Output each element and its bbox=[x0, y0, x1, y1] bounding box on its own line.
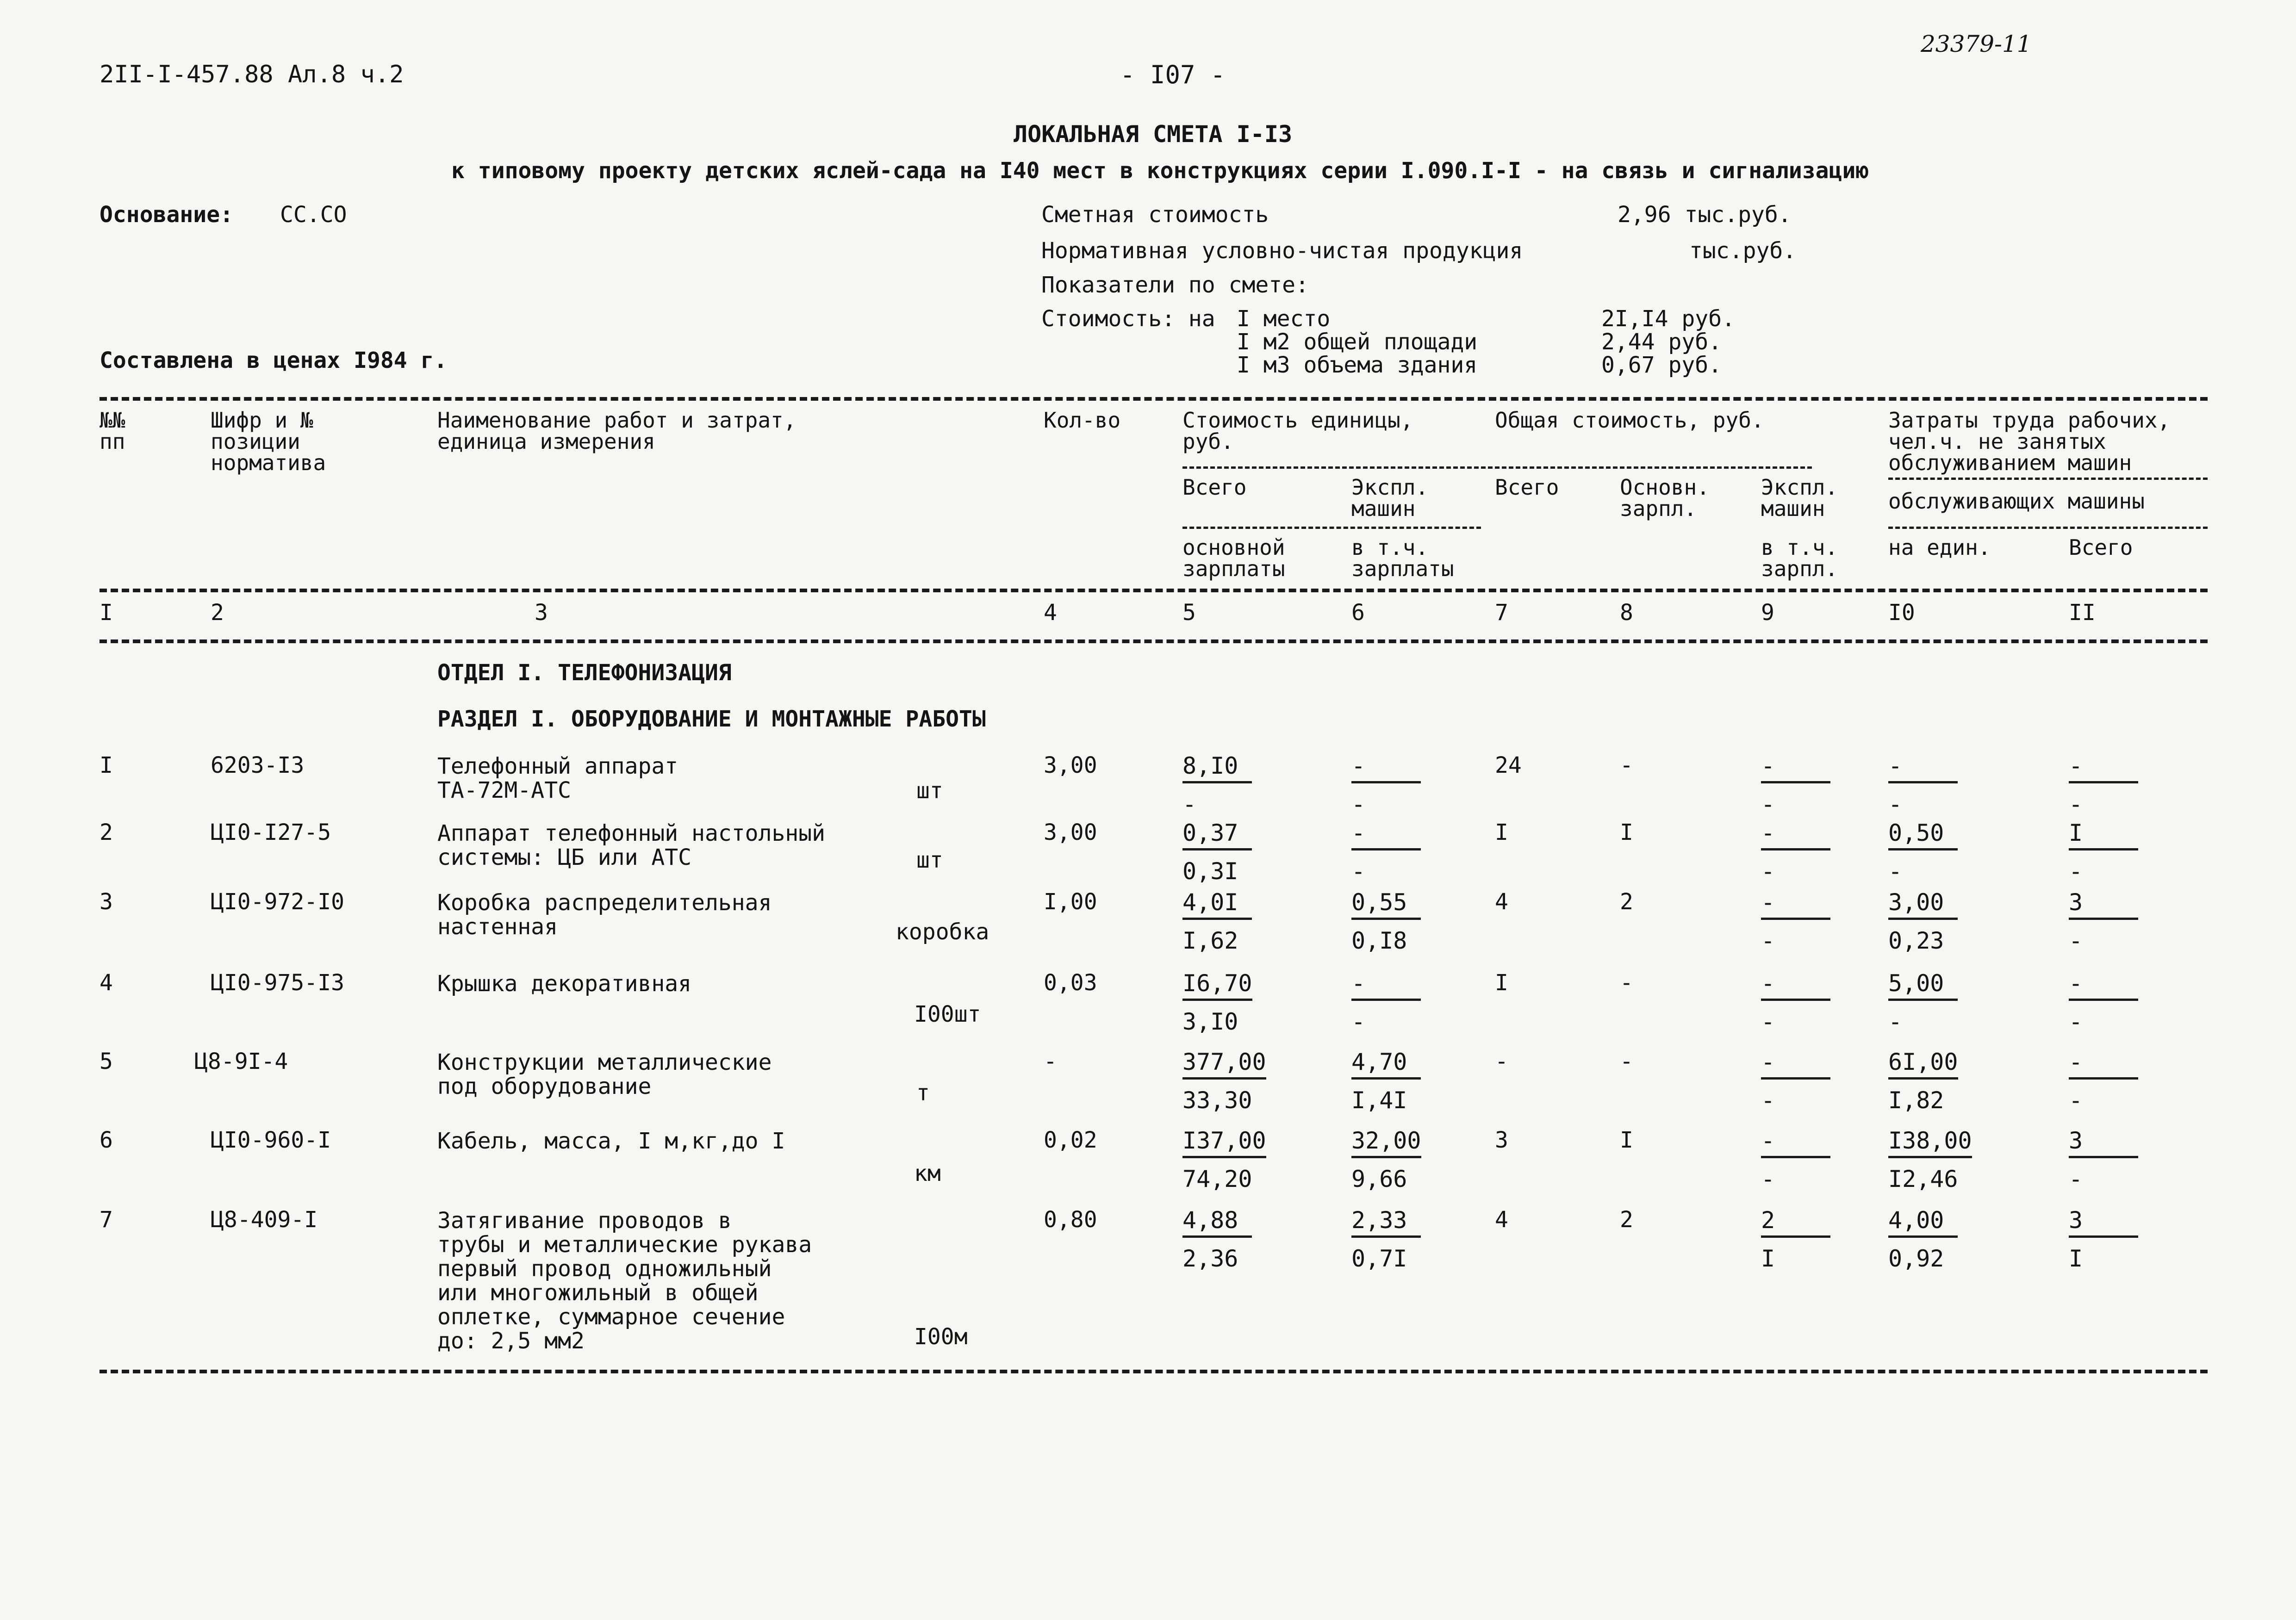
per-volume-label: I м3 объема здания bbox=[1237, 352, 1478, 378]
row-code: ЦI0-960-I bbox=[211, 1127, 331, 1153]
row-labor-total bbox=[2069, 754, 2157, 816]
machines: - bbox=[1761, 972, 1830, 1001]
unit-total: 4,0I bbox=[1182, 891, 1252, 920]
labor-total: - bbox=[2069, 754, 2138, 783]
row-labor-total bbox=[2069, 1050, 2157, 1112]
per-area-value: 2,44 руб. bbox=[1601, 329, 1722, 355]
col-header-number: №№ пп bbox=[100, 408, 125, 454]
col-number-10: I0 bbox=[1888, 600, 1915, 626]
unit-wages: 74,20 bbox=[1182, 1166, 1252, 1192]
machines: - bbox=[1761, 1050, 1830, 1080]
labor-total-machines: - bbox=[2069, 858, 2083, 885]
row-unit-cost bbox=[1182, 972, 1270, 1033]
row-unit: шт bbox=[916, 847, 943, 873]
col-number-4: 4 bbox=[1044, 600, 1057, 626]
row-base-wages: I bbox=[1620, 819, 1633, 845]
document-code: 2II-I-457.88 Ал.8 ч.2 bbox=[100, 61, 404, 88]
basis-value: СС.СО bbox=[280, 202, 347, 228]
row-qty: 3,00 bbox=[1044, 819, 1097, 845]
col-number-8: 8 bbox=[1620, 600, 1633, 626]
row-total: 4 bbox=[1495, 1207, 1508, 1233]
unit-wages: - bbox=[1182, 791, 1197, 818]
machine-wages: - bbox=[1761, 791, 1775, 818]
row-labor-total bbox=[2069, 891, 2157, 952]
col-header-code: Шифр и № позиции норматива bbox=[211, 408, 326, 475]
row-number: 3 bbox=[100, 889, 113, 915]
unit-total: 4,88 bbox=[1182, 1209, 1252, 1238]
row-labor-unit bbox=[1888, 891, 1976, 952]
row-base-wages: 2 bbox=[1620, 1207, 1633, 1233]
row-total: 4 bbox=[1495, 889, 1508, 915]
row-unit-cost bbox=[1182, 821, 1270, 883]
col-header-labor-total: Всего bbox=[2069, 535, 2133, 560]
col-number-11: II bbox=[2069, 600, 2096, 626]
row-code: ЦI0-I27-5 bbox=[211, 819, 331, 845]
row-unit-machines bbox=[1351, 754, 1439, 816]
labor-unit: 3,00 bbox=[1888, 891, 1958, 920]
row-unit-cost bbox=[1182, 1129, 1270, 1191]
row-code: ЦI0-972-I0 bbox=[211, 889, 344, 915]
row-name: Телефонный аппарат ТА-72М-АТС bbox=[437, 753, 678, 803]
col-header-qty: Кол-во bbox=[1044, 408, 1121, 433]
unit-total: 8,I0 bbox=[1182, 754, 1252, 783]
per-area-label: I м2 общей площади bbox=[1237, 329, 1478, 355]
unit-total: I37,00 bbox=[1182, 1129, 1266, 1158]
labor-total: 3 bbox=[2069, 891, 2138, 920]
labor-rule bbox=[1888, 478, 2208, 480]
unit-machine-wages: - bbox=[1351, 1008, 1366, 1035]
unit-machine-wages: I,4I bbox=[1351, 1087, 1407, 1114]
row-labor-total bbox=[2069, 1129, 2157, 1191]
row-qty: 0,02 bbox=[1044, 1127, 1097, 1153]
unit-total: 0,37 bbox=[1182, 821, 1252, 850]
row-labor-unit bbox=[1888, 1129, 1976, 1191]
labor-total-machines: - bbox=[2069, 1166, 2083, 1192]
labor-total: 3 bbox=[2069, 1209, 2138, 1238]
row-machines bbox=[1761, 1209, 1849, 1270]
col-header-machine-wages: в т.ч. зарпл. bbox=[1761, 535, 1838, 581]
row-labor-unit bbox=[1888, 972, 1976, 1033]
unit-wages: 2,36 bbox=[1182, 1245, 1238, 1272]
col-header-total: Всего bbox=[1495, 475, 1559, 500]
row-labor-total bbox=[2069, 821, 2157, 883]
row-total: I bbox=[1495, 819, 1508, 845]
col-header-total-cost: Общая стоимость, руб. bbox=[1495, 408, 1764, 433]
row-machines bbox=[1761, 1050, 1849, 1112]
labor-total: I bbox=[2069, 821, 2138, 850]
labor-total: - bbox=[2069, 972, 2138, 1001]
estimate-subtitle: к типовому проекту детских яслей-сада на I40 мест в конструкциях серии I.090.I-I - на связь и сигнализацию bbox=[451, 158, 1869, 184]
row-total: - bbox=[1495, 1049, 1508, 1074]
col-number-2: 2 bbox=[211, 600, 224, 626]
row-machines bbox=[1761, 754, 1849, 816]
row-unit-cost bbox=[1182, 1050, 1270, 1112]
row-base-wages: I bbox=[1620, 1127, 1633, 1153]
row-number: 7 bbox=[100, 1207, 113, 1233]
col-header-base-wages: Основн. зарпл. bbox=[1620, 475, 1710, 521]
unit-machine-wages: - bbox=[1351, 858, 1366, 885]
row-qty: 0,80 bbox=[1044, 1207, 1097, 1233]
unit-machine-wages: - bbox=[1351, 791, 1366, 818]
labor-total-machines: - bbox=[2069, 927, 2083, 954]
machines: - bbox=[1761, 891, 1830, 920]
per-place-label: I место bbox=[1237, 306, 1331, 332]
row-name: Аппарат телефонный настольный системы: ЦБ или АТС bbox=[437, 820, 826, 870]
row-base-wages: - bbox=[1620, 970, 1633, 996]
unit-total: I6,70 bbox=[1182, 972, 1252, 1001]
row-name: Конструкции металлические под оборудование bbox=[437, 1049, 772, 1099]
page-number: - I07 - bbox=[1120, 60, 1226, 89]
col-header-unit-machines: Экспл. машин bbox=[1351, 475, 1429, 521]
labor-total-machines: - bbox=[2069, 1008, 2083, 1035]
row-number: 5 bbox=[100, 1049, 113, 1074]
col-number-9: 9 bbox=[1761, 600, 1774, 626]
row-name: Кабель, масса, I м,кг,до I bbox=[437, 1128, 785, 1154]
basis-label: Основание: bbox=[100, 202, 233, 228]
row-unit-machines bbox=[1351, 891, 1439, 952]
row-labor-unit bbox=[1888, 1050, 1976, 1112]
row-unit: км bbox=[914, 1161, 941, 1186]
net-product-label: Нормативная условно-чистая продукция bbox=[1041, 238, 1523, 264]
row-qty: I,00 bbox=[1044, 889, 1097, 915]
labor-total: 3 bbox=[2069, 1129, 2138, 1158]
row-unit-machines bbox=[1351, 1050, 1439, 1112]
estimate-title: ЛОКАЛЬНАЯ СМЕТА I-I3 bbox=[1014, 121, 1293, 148]
unit-wages: 33,30 bbox=[1182, 1087, 1252, 1114]
archive-stamp: 23379-11 bbox=[1921, 31, 2032, 57]
row-qty: 0,03 bbox=[1044, 970, 1097, 996]
row-qty: - bbox=[1044, 1049, 1057, 1074]
labor-unit: I38,00 bbox=[1888, 1129, 1972, 1158]
row-code: 6203-I3 bbox=[211, 752, 305, 778]
row-name: Коробка распределительная настенная bbox=[437, 890, 772, 940]
row-qty: 3,00 bbox=[1044, 752, 1097, 778]
row-base-wages: - bbox=[1620, 752, 1633, 778]
unit-cost-rule bbox=[1182, 466, 1812, 469]
cost-per-label: Стоимость: на bbox=[1041, 306, 1215, 332]
unit-machines: 4,70 bbox=[1351, 1050, 1421, 1080]
machines: 2 bbox=[1761, 1209, 1830, 1238]
row-base-wages: - bbox=[1620, 1049, 1633, 1074]
labor-unit: 4,00 bbox=[1888, 1209, 1958, 1238]
compiled-prices: Составлена в ценах I984 г. bbox=[100, 348, 448, 373]
labor-total-machines: - bbox=[2069, 1087, 2083, 1114]
col-number-5: 5 bbox=[1182, 600, 1196, 626]
per-volume-value: 0,67 руб. bbox=[1601, 352, 1722, 378]
unit-subcol-rule bbox=[1182, 527, 1481, 529]
row-unit-cost bbox=[1182, 1209, 1270, 1270]
indicators-label: Показатели по смете: bbox=[1041, 272, 1309, 298]
machines: - bbox=[1761, 754, 1830, 783]
unit-machines: 0,55 bbox=[1351, 891, 1421, 920]
labor-unit-machines: - bbox=[1888, 858, 1903, 885]
per-place-value: 2I,I4 руб. bbox=[1601, 306, 1735, 332]
row-code: Ц8-9I-4 bbox=[194, 1049, 288, 1074]
estimated-cost-value: 2,96 тыс.руб. bbox=[1618, 202, 1792, 228]
machine-wages: - bbox=[1761, 1087, 1775, 1114]
row-unit-machines bbox=[1351, 1209, 1439, 1270]
labor-unit-machines: 0,92 bbox=[1888, 1245, 1944, 1272]
row-machines bbox=[1761, 1129, 1849, 1191]
labor-unit-machines: I2,46 bbox=[1888, 1166, 1958, 1192]
labor-unit-machines: - bbox=[1888, 1008, 1903, 1035]
row-labor-total bbox=[2069, 972, 2157, 1033]
row-total: I bbox=[1495, 970, 1508, 996]
row-labor-total bbox=[2069, 1209, 2157, 1270]
row-unit-cost bbox=[1182, 891, 1270, 952]
row-machines bbox=[1761, 891, 1849, 952]
labor-total-machines: - bbox=[2069, 791, 2083, 818]
col-header-unit-cost: Стоимость единицы, руб. bbox=[1182, 408, 1413, 454]
col-header-unit-machine-wages: в т.ч. зарплаты bbox=[1351, 535, 1454, 581]
unit-machines: - bbox=[1351, 972, 1421, 1001]
col-header-machines: Экспл. машин bbox=[1761, 475, 1838, 521]
labor-unit-machines: 0,23 bbox=[1888, 927, 1944, 954]
unit-machine-wages: 0,I8 bbox=[1351, 927, 1407, 954]
machine-wages: - bbox=[1761, 927, 1775, 954]
unit-machine-wages: 0,7I bbox=[1351, 1245, 1407, 1272]
machine-wages: - bbox=[1761, 1166, 1775, 1192]
numbers-bottom-rule bbox=[100, 639, 2208, 643]
row-unit-machines bbox=[1351, 821, 1439, 883]
row-unit: шт bbox=[916, 778, 943, 804]
col-header-unit-total: Всего bbox=[1182, 475, 1247, 500]
row-unit-machines bbox=[1351, 972, 1439, 1033]
unit-machines: 2,33 bbox=[1351, 1209, 1421, 1238]
unit-machine-wages: 9,66 bbox=[1351, 1166, 1407, 1192]
machines: - bbox=[1761, 821, 1830, 850]
row-labor-unit bbox=[1888, 754, 1976, 816]
col-number-7: 7 bbox=[1495, 600, 1508, 626]
estimated-cost-label: Сметная стоимость bbox=[1041, 202, 1269, 228]
machine-wages: I bbox=[1761, 1245, 1775, 1272]
row-labor-unit bbox=[1888, 1209, 1976, 1270]
row-code: ЦI0-975-I3 bbox=[211, 970, 344, 996]
col-header-name: Наименование работ и затрат, единица измерения bbox=[437, 408, 796, 454]
labor-total: - bbox=[2069, 1050, 2138, 1080]
row-number: 4 bbox=[100, 970, 113, 996]
labor-subcol-rule bbox=[1888, 527, 2208, 529]
unit-wages: 0,3I bbox=[1182, 858, 1238, 885]
department-heading: ОТДЕЛ I. ТЕЛЕФОНИЗАЦИЯ bbox=[437, 660, 732, 686]
labor-unit: 5,00 bbox=[1888, 972, 1958, 1001]
table-bottom-rule bbox=[100, 1370, 2208, 1373]
unit-wages: I,62 bbox=[1182, 927, 1238, 954]
unit-wages: 3,I0 bbox=[1182, 1008, 1238, 1035]
col-header-unit-wages: основной зарплаты bbox=[1182, 535, 1285, 581]
machine-wages: - bbox=[1761, 1008, 1775, 1035]
table-top-rule bbox=[100, 397, 2208, 401]
header-bottom-rule bbox=[100, 589, 2208, 592]
net-product-value: тыс.руб. bbox=[1689, 238, 1797, 264]
row-number: 6 bbox=[100, 1127, 113, 1153]
unit-machines: - bbox=[1351, 754, 1421, 783]
labor-unit: 0,50 bbox=[1888, 821, 1958, 850]
row-name: Крышка декоративная bbox=[437, 971, 692, 997]
row-unit: т bbox=[916, 1080, 930, 1106]
section-heading: РАЗДЕЛ I. ОБОРУДОВАНИЕ И МОНТАЖНЫЕ РАБОТЫ bbox=[437, 706, 986, 732]
row-unit: коробка bbox=[896, 919, 989, 945]
row-base-wages: 2 bbox=[1620, 889, 1633, 915]
row-machines bbox=[1761, 972, 1849, 1033]
row-labor-unit bbox=[1888, 821, 1976, 883]
row-name: Затягивание проводов в трубы и металлические рукава первый провод одножильный или многожильный в общей оплетке, суммарное сечение до: 2,5 мм2 bbox=[437, 1208, 812, 1354]
unit-total: 377,00 bbox=[1182, 1050, 1266, 1080]
row-total: 3 bbox=[1495, 1127, 1508, 1153]
row-number: 2 bbox=[100, 819, 113, 845]
row-unit-cost bbox=[1182, 754, 1270, 816]
row-number: I bbox=[100, 752, 113, 778]
labor-total-machines: I bbox=[2069, 1245, 2083, 1272]
labor-unit-machines: I,82 bbox=[1888, 1087, 1944, 1114]
row-code: Ц8-409-I bbox=[211, 1207, 318, 1233]
row-unit-machines bbox=[1351, 1129, 1439, 1191]
row-total: 24 bbox=[1495, 752, 1522, 778]
labor-unit: - bbox=[1888, 754, 1958, 783]
row-machines bbox=[1761, 821, 1849, 883]
machines: - bbox=[1761, 1129, 1830, 1158]
col-number-6: 6 bbox=[1351, 600, 1365, 626]
row-unit: I00шт bbox=[914, 1001, 981, 1027]
unit-machines: - bbox=[1351, 821, 1421, 850]
col-number-3: 3 bbox=[535, 600, 548, 626]
labor-unit: 6I,00 bbox=[1888, 1050, 1958, 1080]
col-header-labor-per-unit: на един. bbox=[1888, 535, 1991, 560]
col-header-labor-machines: обслуживающих машины bbox=[1888, 489, 2145, 514]
machine-wages: - bbox=[1761, 858, 1775, 885]
unit-machines: 32,00 bbox=[1351, 1129, 1421, 1158]
col-number-1: I bbox=[100, 600, 113, 626]
labor-unit-machines: - bbox=[1888, 791, 1903, 818]
row-unit: I00м bbox=[914, 1324, 968, 1350]
col-header-labor: Затраты труда рабочих, чел.ч. не занятых обслуживанием машин bbox=[1888, 408, 2171, 475]
